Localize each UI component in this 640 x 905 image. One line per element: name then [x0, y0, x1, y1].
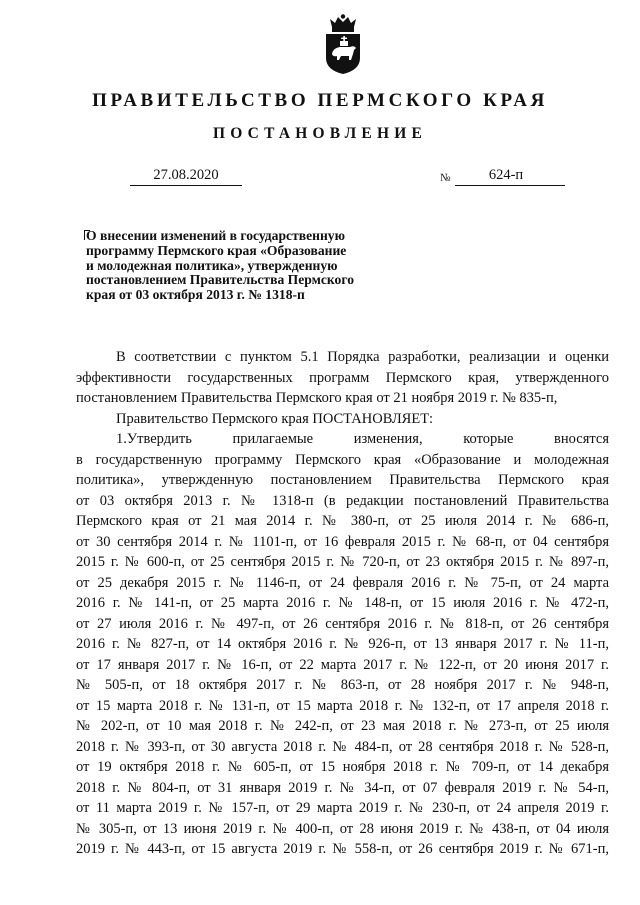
body-line: 2016 г. № 141-п, от 25 марта 2016 г. № 148-п, от 15 июля 2016 г. № 472-п,: [76, 595, 609, 611]
title-line: постановлением Правительства Пермского: [86, 272, 354, 288]
body-line: № 202-п, от 10 мая 2018 г. № 242-п, от 23 мая 2018 г. № 273-п, от 25 июля: [76, 718, 609, 734]
body-line: от 11 марта 2019 г. № 157-п, от 29 марта 2019 г. № 230-п, от 24 апреля 2019 г.: [76, 800, 609, 816]
body-line: от 30 сентября 2014 г. № 1101-п, от 16 февраля 2015 г. № 68-п, от 04 сентября: [76, 533, 609, 550]
document-number: 624-п: [488, 167, 524, 183]
body-line: 2016 г. № 827-п, от 14 октября 2016 г. № 926-п, от 13 января 2017 г. № 11-п,: [76, 636, 609, 652]
title-line: и молодежная политика», утвержденную: [86, 257, 338, 273]
body-line: 2018 г. № 393-п, от 30 августа 2018 г. № 484-п, от 28 сентября 2018 г. № 528-п,: [76, 738, 609, 755]
body-line: Пермского края от 21 мая 2014 г. № 380-п, от 25 июля 2014 г. № 686-п,: [76, 513, 609, 529]
title-line: О внесении изменений в государственную: [86, 228, 345, 243]
document-title: [86, 229, 406, 303]
body-line: от 15 марта 2018 г. № 131-п, от 15 марта 2018 г. № 132-п, от 17 апреля 2018 г.: [76, 697, 609, 714]
title-line: программу Пермского края «Образование: [86, 242, 347, 258]
document-type: ПОСТАНОВЛЕНИЕ: [212, 125, 428, 142]
body-line: № 305-п, от 13 июня 2019 г. № 400-п, от 28 июня 2019 г. № 438-п, от 04 июля: [76, 820, 609, 837]
body-line: 2015 г. № 600-п, от 25 сентября 2015 г. № 720-п, от 23 октября 2015 г. № 897-п,: [76, 554, 609, 570]
body-line: от 17 января 2017 г. № 16-п, от 22 марта 2017 г. № 122-п, от 20 июня 2017 г.: [76, 656, 609, 673]
body-line: политика», утвержденную постановлением Правительства Пермского края: [76, 472, 609, 488]
body-line: 1.Утвердить прилагаемые изменения, которые вносятся: [116, 431, 609, 447]
body-line: Правительство Пермского края ПОСТАНОВЛЯЕТ:: [116, 410, 434, 427]
coat-of-arms-icon: [323, 14, 363, 76]
number-sign: №: [440, 172, 451, 184]
body-line: от 27 июля 2016 г. № 497-п, от 26 сентября 2016 г. № 818-п, от 26 сентября: [76, 615, 609, 632]
document-date: 27.08.2020: [130, 167, 242, 186]
body-line: В соответствии с пунктом 5.1 Порядка разработки, реализации и оценки: [116, 349, 609, 365]
body-line: 2018 г. № 804-п, от 31 января 2019 г. № 34-п, от 07 февраля 2019 г. № 54-п,: [76, 779, 609, 796]
body-line: эффективности государственных программ Пермского края, утвержденного: [76, 369, 609, 386]
document-number-field: [455, 167, 565, 186]
body-line: от 03 октября 2013 г. № 1318-п (в редакции постановлений Правительства: [76, 492, 609, 509]
body-line: в государственную программу Пермского края «Образование и молодежная: [76, 451, 609, 468]
body-line: постановлением Правительства Пермского края от 21 ноября 2019 г. № 835-п,: [76, 390, 558, 406]
body-line: от 25 декабря 2015 г. № 1146-п, от 24 февраля 2016 г. № 75-п, от 24 марта: [76, 574, 609, 591]
body-line: от 19 октября 2018 г. № 605-п, от 15 ноября 2018 г. № 709-п, от 14 декабря: [76, 759, 609, 775]
body-line: 2019 г. № 443-п, от 15 августа 2019 г. № 558-п, от 26 сентября 2019 г. № 671-п,: [76, 841, 609, 857]
document-body: [76, 347, 609, 860]
organization-name: ПРАВИТЕЛЬСТВО ПЕРМСКОГО КРАЯ: [92, 90, 548, 111]
title-line: края от 03 октября 2013 г. № 1318-п: [86, 287, 305, 303]
body-line: № 505-п, от 18 октября 2017 г. № 863-п, от 28 ноября 2017 г. № 948-п,: [76, 677, 609, 693]
